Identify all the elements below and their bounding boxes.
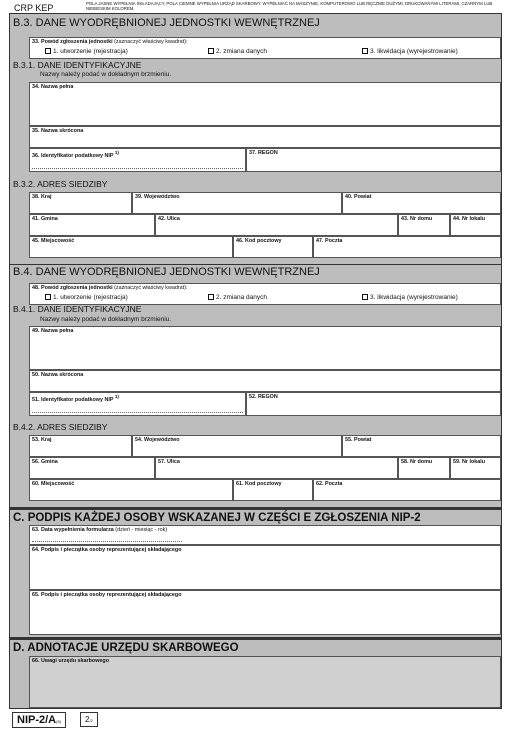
digit-guide [32, 167, 243, 169]
checkbox[interactable] [208, 294, 214, 300]
field-60[interactable]: 60. Miejscowość [29, 479, 233, 501]
option-33-1[interactable]: 1. utworzenie (rejestracja) [45, 48, 128, 55]
section-d-title: D. ADNOTACJE URZĘDU SKARBOWEGO [10, 637, 501, 656]
checkbox[interactable] [45, 294, 51, 300]
option-33-2[interactable]: 2. zmiana danych [208, 48, 267, 55]
field-36[interactable]: 36. Identyfikator podatkowy NIP $^{1)}$ [29, 148, 246, 172]
digit-guide [32, 411, 243, 413]
field-45[interactable]: 45. Miejscowość [29, 236, 233, 258]
field-38[interactable]: 38. Kraj [29, 192, 132, 214]
field-53[interactable]: 53. Kraj [29, 435, 132, 457]
form-page [9, 13, 502, 709]
form-id: NIP-2/A(5) [12, 712, 66, 728]
option-48-2[interactable]: 2. zmiana danych [208, 294, 267, 301]
section-b3-title: B.3. DANE WYODRĘBNIONEJ JEDNOSTKI WEWNĘTRZNEJ [13, 17, 320, 29]
field-33: 33. Powód zgłoszenia jednostki (zaznaczyć właściwy kwadrat): 1. utworzenie (rejestracja) 2. zmiana danych 3. likwidacja (wyrejestrowanie) [29, 37, 501, 59]
field-41[interactable]: 41. Gmina [29, 214, 155, 236]
field-54[interactable]: 54. Województwo [132, 435, 342, 457]
date-guide [32, 540, 182, 542]
option-33-3[interactable]: 3. likwidacja (wyrejestrowanie) [362, 48, 458, 55]
field-55[interactable]: 55. Powiat [342, 435, 501, 457]
field-34[interactable]: 34. Nazwa pełna [29, 82, 501, 126]
checkbox[interactable] [208, 48, 214, 54]
field-35[interactable]: 35. Nazwa skrócona [29, 126, 501, 148]
section-b32-title: B.3.2. ADRES SIEDZIBY [13, 179, 108, 189]
field-57[interactable]: 57. Ulica [155, 457, 398, 479]
field-64[interactable]: 64. Podpis i pieczątka osoby reprezentującej składającego [29, 545, 501, 590]
fill-instructions: POLA JASNE WYPEŁNIA SKŁADAJĄCY, POLA CIEMNE WYPEŁNIA URZĄD SKARBOWY. WYPEŁNIAĆ NA MASZYNIE, KOMPUTEROWO LUB RĘCZNIE DUŻYMI, DRUKOWANYMI LITERAMI, CZARNYM LUB NIEBIESKIM KOLOREM. [86, 1, 493, 12]
field-52[interactable]: 52. REGON [246, 392, 501, 416]
option-48-1[interactable]: 1. utworzenie (rejestracja) [45, 294, 128, 301]
field-48: 48. Powód zgłoszenia jednostki (zaznaczyć właściwy kwadrat): 1. utworzenie (rejestracja) 2. zmiana danych 3. likwidacja (wyrejestrowanie) [29, 283, 501, 305]
field-58[interactable]: 58. Nr domu [398, 457, 450, 479]
field-46[interactable]: 46. Kod pocztowy [233, 236, 313, 258]
page-number: 2/2 [80, 712, 98, 727]
checkbox[interactable] [362, 48, 368, 54]
field-37[interactable]: 37. REGON [246, 148, 501, 172]
section-b31-title: B.3.1. DANE IDENTYFIKACYJNE [13, 60, 142, 70]
field-42[interactable]: 42. Ulica [155, 214, 398, 236]
option-48-3[interactable]: 3. likwidacja (wyrejestrowanie) [362, 294, 458, 301]
field-61[interactable]: 61. Kod pocztowy [233, 479, 313, 501]
field-43[interactable]: 43. Nr domu [398, 214, 450, 236]
field-51[interactable]: 51. Identyfikator podatkowy NIP $^{1)}$ [29, 392, 246, 416]
form-code: CRP KEP [14, 3, 54, 13]
section-b41-title: B.4.1. DANE IDENTYFIKACYJNE [13, 304, 142, 314]
checkbox[interactable] [362, 294, 368, 300]
field-63[interactable]: 63. Data wypełnienia formularza (dzień - miesiąc - rok) [29, 525, 501, 545]
field-56[interactable]: 56. Gmina [29, 457, 155, 479]
names-note: Nazwy należy podać w dokładnym brzmieniu. [40, 71, 172, 78]
section-b4-title: B.4. DANE WYODRĘBNIONEJ JEDNOSTKI WEWNĘTRZNEJ [10, 264, 501, 279]
section-c-title: C. PODPIS KAŻDEJ OSOBY WSKAZANEJ W CZĘŚCI E ZGŁOSZENIA NIP-2 [10, 507, 501, 526]
field-49[interactable]: 49. Nazwa pełna [29, 326, 501, 370]
field-47[interactable]: 47. Poczta [313, 236, 501, 258]
field-59[interactable]: 59. Nr lokalu [450, 457, 501, 479]
field-39[interactable]: 39. Województwo [132, 192, 342, 214]
names-note: Nazwy należy podać w dokładnym brzmieniu. [40, 316, 172, 323]
field-40[interactable]: 40. Powiat [342, 192, 501, 214]
field-50[interactable]: 50. Nazwa skrócona [29, 370, 501, 392]
checkbox[interactable] [45, 48, 51, 54]
field-66: 66. Uwagi urzędu skarbowego [29, 656, 501, 708]
field-65[interactable]: 65. Podpis i pieczątka osoby reprezentującej składającego [29, 590, 501, 635]
field-44[interactable]: 44. Nr lokalu [450, 214, 501, 236]
field-62[interactable]: 62. Poczta [313, 479, 501, 501]
section-b42-title: B.4.2. ADRES SIEDZIBY [13, 422, 108, 432]
